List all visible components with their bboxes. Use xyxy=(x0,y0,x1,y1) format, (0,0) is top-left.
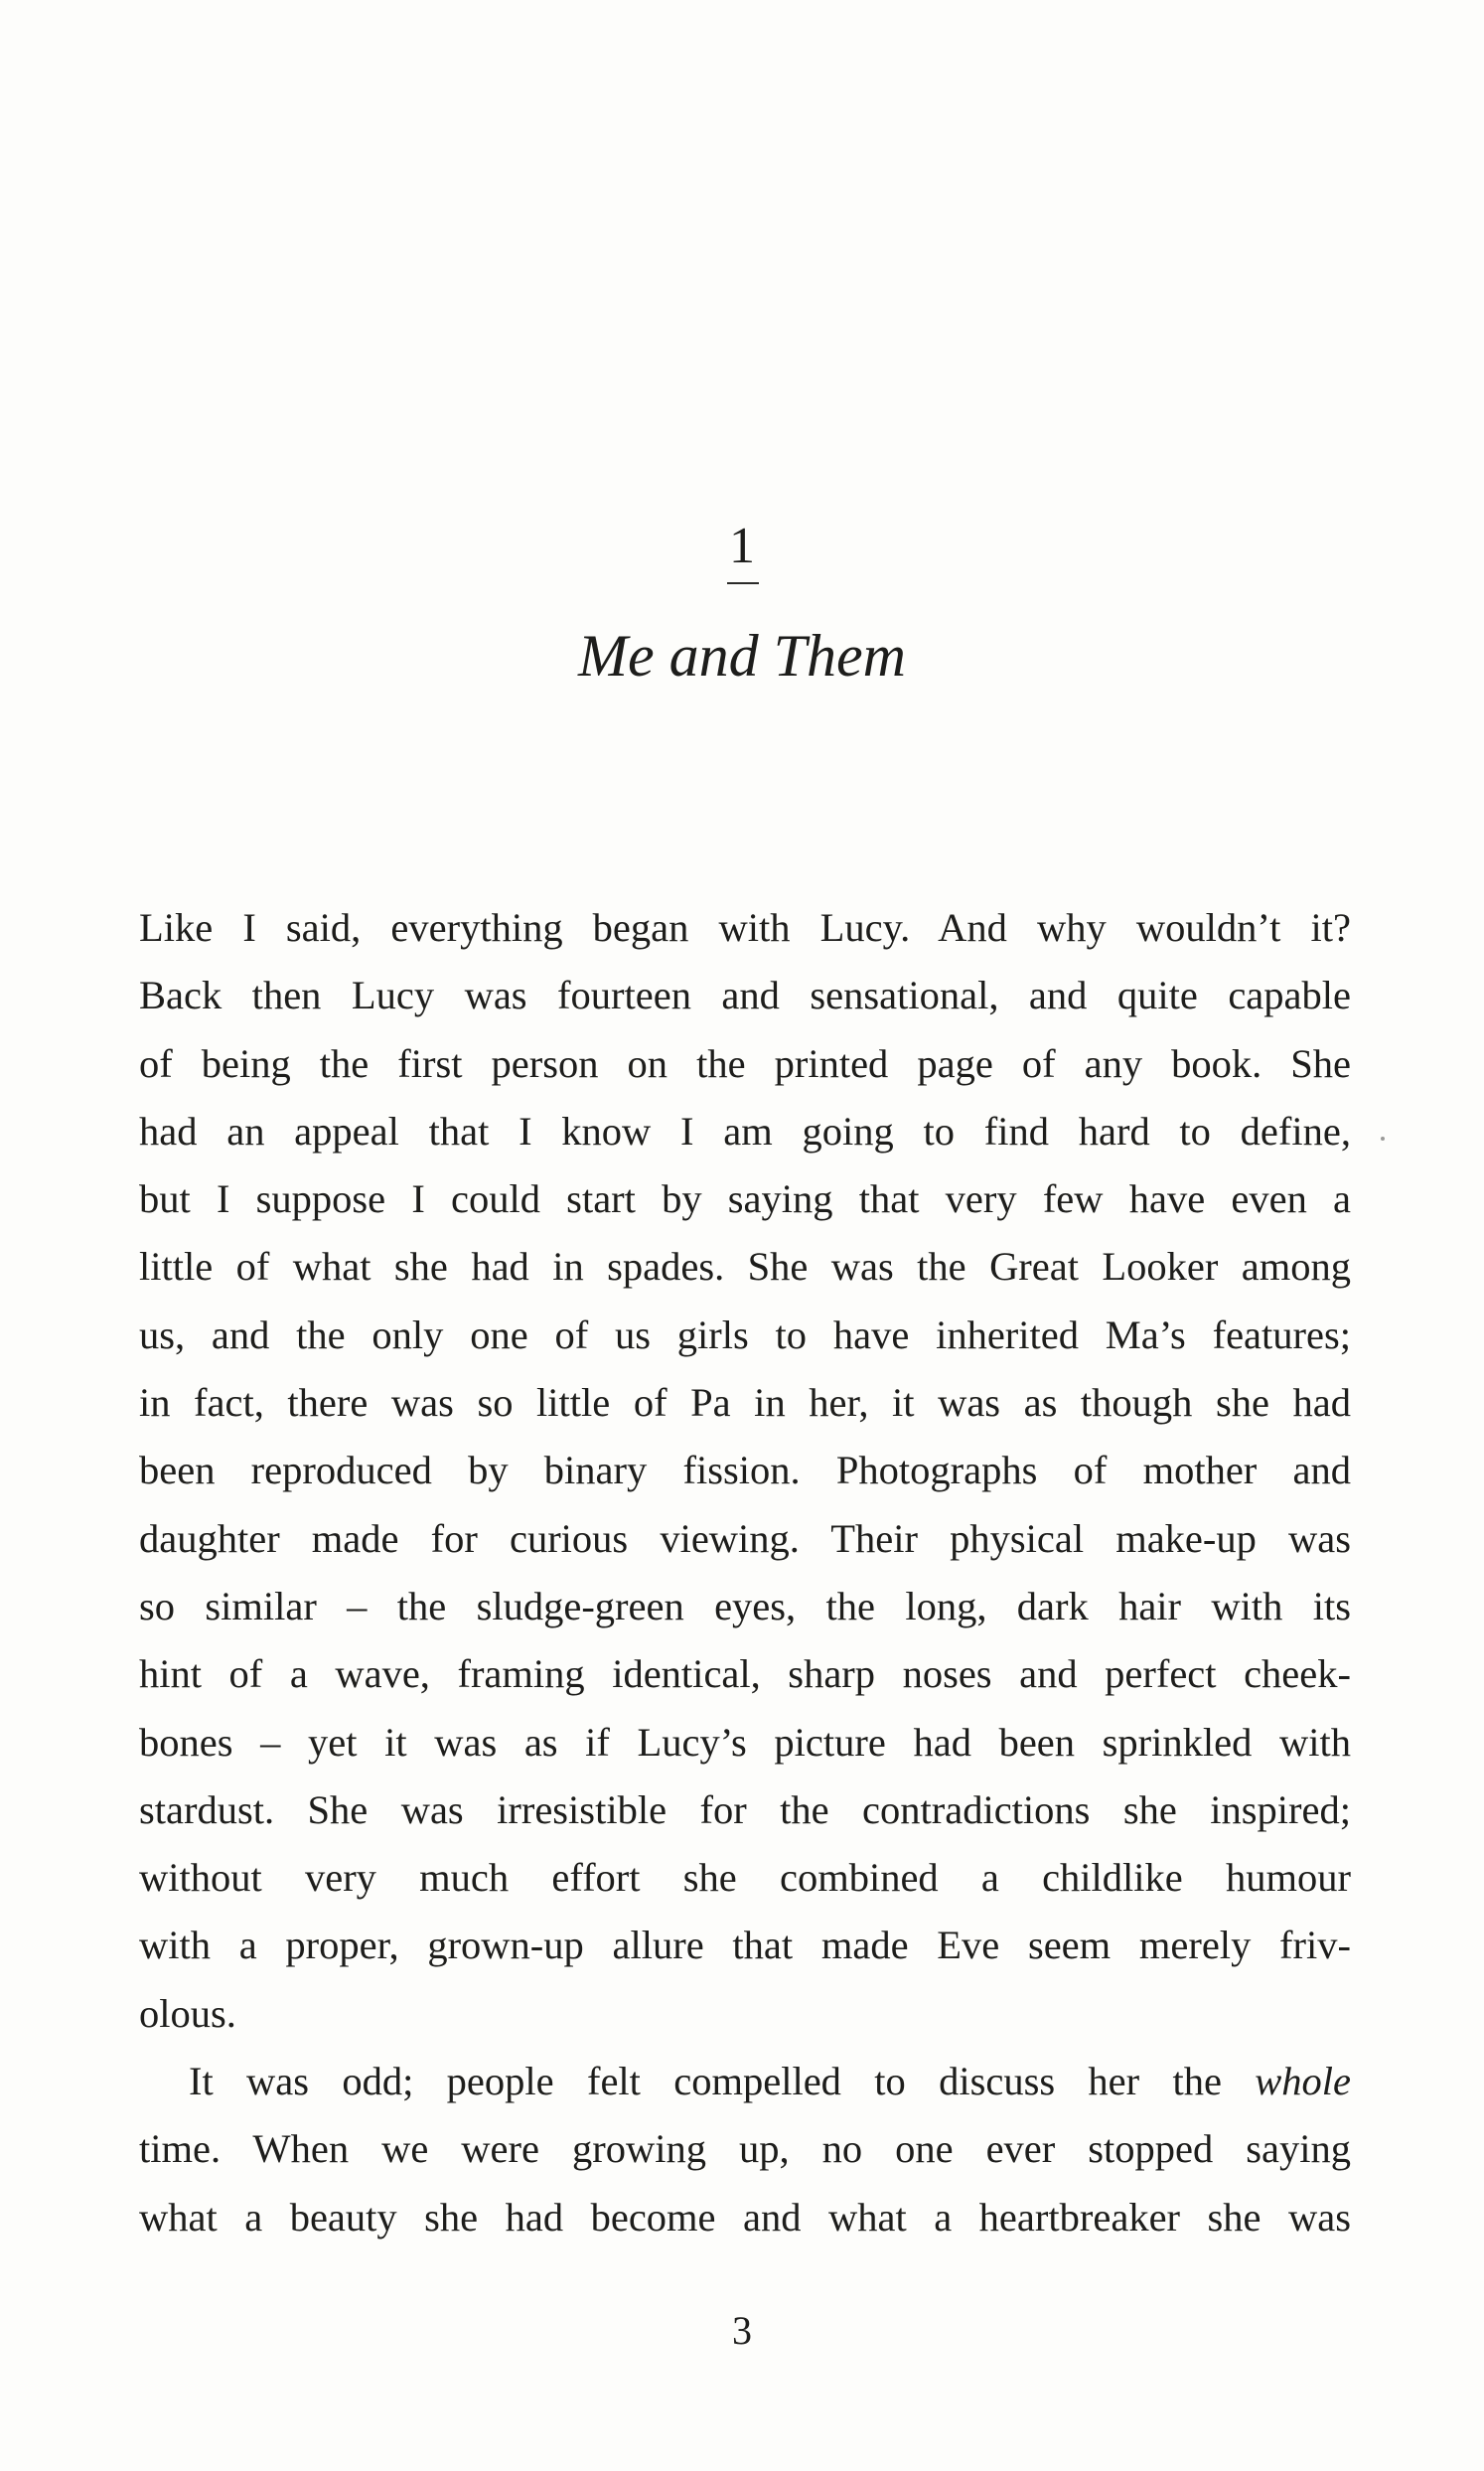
text-line: time. When we were growing up, no one ever stopped saying xyxy=(139,2126,1351,2172)
text-line: in fact, there was so little of Pa in her, it was as though she had xyxy=(139,1380,1351,1426)
text-line: bones – yet it was as if Lucy’s picture had been sprinkled with xyxy=(139,1719,1351,1765)
text-line: of being the first person on the printed page of any book. She xyxy=(139,1040,1351,1086)
text-run: It was odd; people felt compelled to discuss her the xyxy=(189,2059,1222,2104)
body-text xyxy=(139,894,1351,2251)
text-line: little of what she had in spades. She was the Great Looker among xyxy=(139,1244,1351,1290)
text-line: Back then Lucy was fourteen and sensational, and quite capable xyxy=(139,973,1351,1018)
paper-speck xyxy=(1381,1137,1385,1141)
text-line: but I suppose I could start by saying that very few have even a xyxy=(139,1176,1351,1222)
chapter-number-rule xyxy=(727,582,759,584)
text-line-indented xyxy=(139,2048,1351,2115)
emphasis-word: whole xyxy=(1255,2059,1351,2104)
chapter-number: 1 xyxy=(729,518,755,574)
text-line: with a proper, grown-up allure that made Eve seem merely friv- xyxy=(139,1923,1351,1968)
text-line: Like I said, everything began with Lucy. And why wouldn’t it? xyxy=(139,905,1351,950)
text-line: had an appeal that I know I am going to find hard to define, xyxy=(139,1108,1351,1154)
text-line: stardust. She was irresistible for the contradictions she inspired; xyxy=(139,1786,1351,1832)
text-line: hint of a wave, framing identical, sharp noses and perfect cheek- xyxy=(139,1651,1351,1697)
text-line: so similar – the sludge-green eyes, the long, dark hair with its xyxy=(139,1583,1351,1628)
text-line: what a beauty she had become and what a heartbreaker she was xyxy=(139,2194,1351,2239)
text-line: us, and the only one of us girls to have inherited Ma’s features; xyxy=(139,1312,1351,1357)
chapter-title: Me and Them xyxy=(578,623,906,689)
text-line: without very much effort she combined a childlike humour xyxy=(139,1855,1351,1901)
text-line: been reproduced by binary fission. Photographs of mother and xyxy=(139,1448,1351,1493)
text-line: daughter made for curious viewing. Their physical make-up was xyxy=(139,1515,1351,1561)
page-number: 3 xyxy=(732,2308,752,2353)
text-line: olous. xyxy=(139,1990,236,2036)
